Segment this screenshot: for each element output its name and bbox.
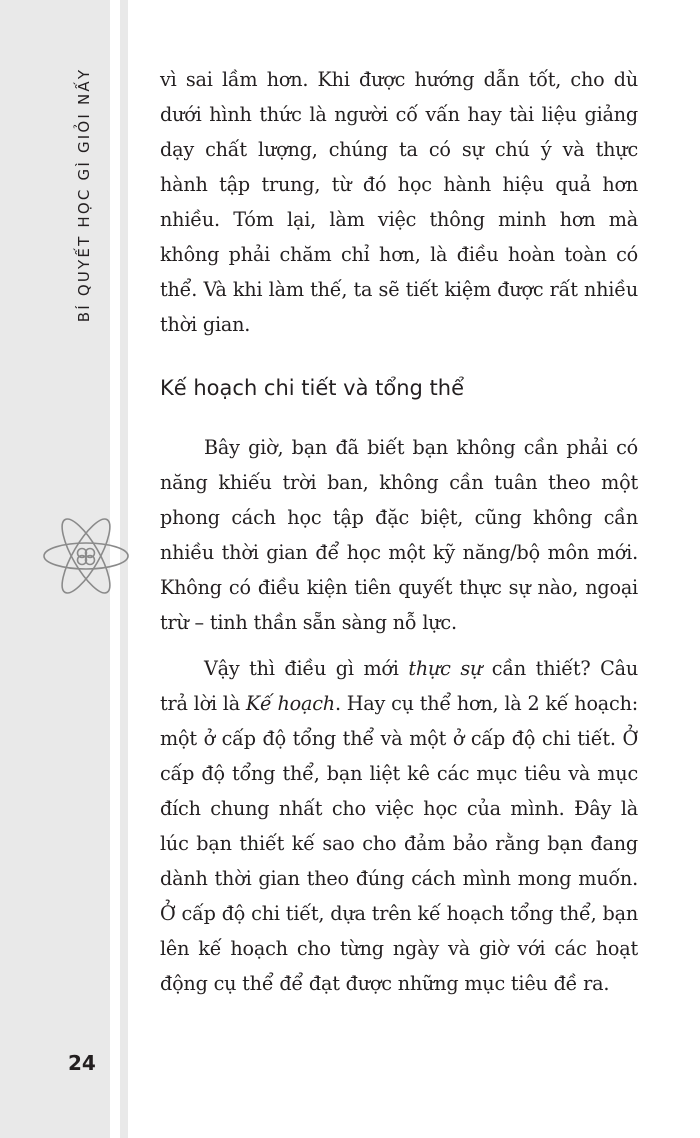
paragraph-2: Bây giờ, bạn đã biết bạn không cần phải có năng khiếu trời ban, không cần tuân theo một phong cách học tập đặc biệt, cũng không cần nhiều thời gian để học một kỹ năng/bộ môn mới. Không có điều kiện tiên quyết thực sự nào, ngoại trừ – tinh thần sẵn sàng nỗ lực. [160,436,638,634]
paragraph-3-text: . Hay cụ thể hơn, là 2 kế hoạch: một ở cấp độ tổng thể và một ở cấp độ chi tiết. Ở cấp độ tổng thể, bạn liệt kê các mục tiêu và mục đích chung nhất cho việc học của mình. Đây là lúc bạn thiết kế sao cho đảm bảo rằng bạn đang dành thời gian theo đúng cách mình mong muốn. Ở cấp độ chi tiết, dựa trên kế hoạch tổng thể, bạn lên kế hoạch cho từng ngày và giờ với các hoạt động cụ thể để đạt được những mục tiêu đề ra. [160,692,639,995]
paragraph-3 [160,651,638,1001]
page-number: 24 [68,1051,96,1075]
paragraph-3-text: Vậy thì điều gì mới [204,657,409,680]
paragraph-3-emphasis: thực sự [408,657,483,680]
paragraph-3-text: cần thiết? Câu trả lời là [160,657,638,715]
paragraph-3-emphasis: Kế hoạch [245,692,335,715]
section-heading: Kế hoạch chi tiết và tổng thể [160,376,465,400]
running-title: BÍ QUYẾT HỌC GÌ GIỎI NẤY [75,67,93,323]
paragraph-1: vì sai lầm hơn. Khi được hướng dẫn tốt, cho dù dưới hình thức là người cố vấn hay tài liệu giảng dạy chất lượng, chúng ta có sự chú ý và thực hành tập trung, từ đó học hành hiệu quả hơn nhiều. Tóm lại, làm việc thông minh hơn mà không phải chăm chỉ hơn, là điều hoàn toàn có thể. Và khi làm thế, ta sẽ tiết kiệm được rất nhiều thời gian. [160,68,638,336]
atom-icon [40,510,132,602]
